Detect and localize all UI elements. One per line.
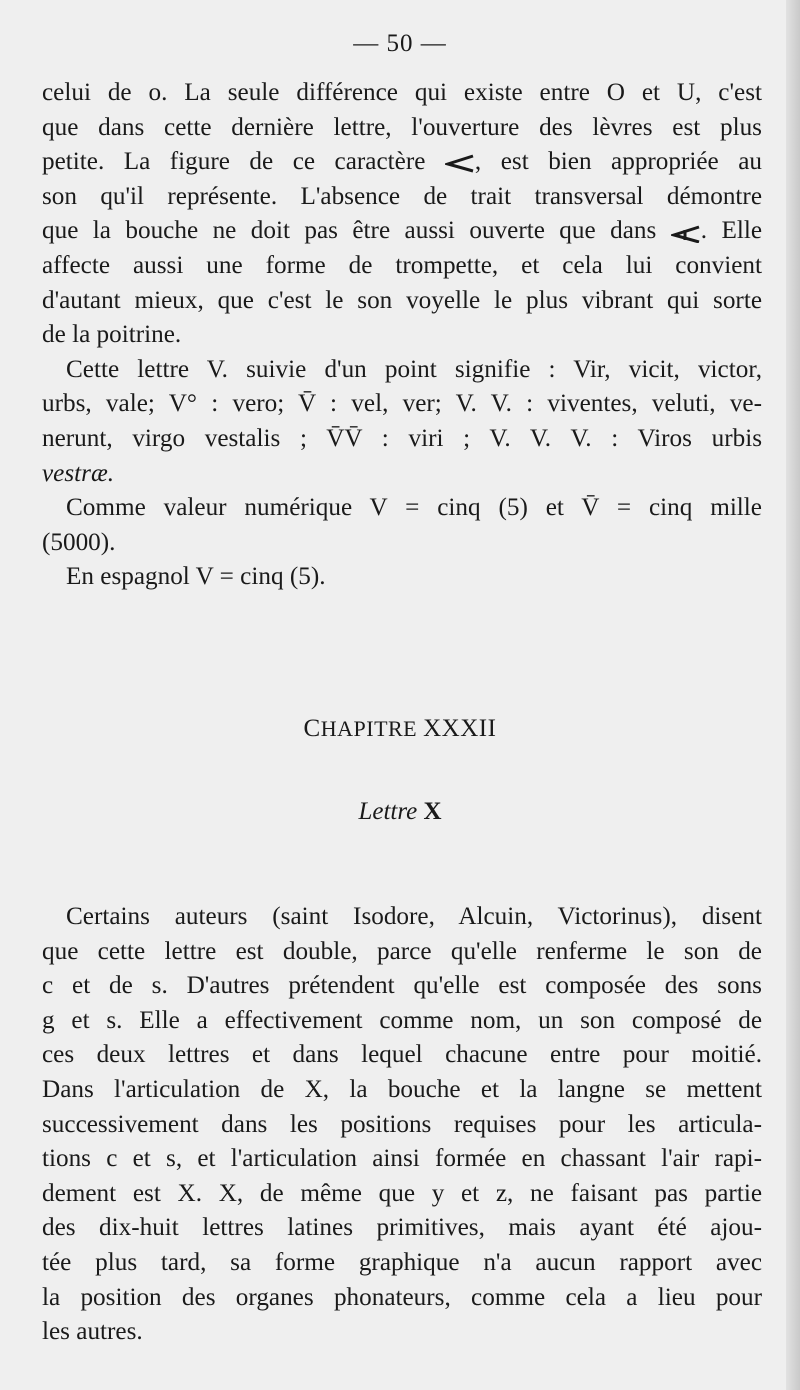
paragraph-line: la position des organes phonateurs, comme cela a lieu pour xyxy=(42,1283,762,1311)
paragraph-line: des dix-huit lettres latines primitives, mais ayant été ajou- xyxy=(42,1214,762,1242)
page-number: — 50 — xyxy=(353,30,447,57)
paragraph-line: que dans cette dernière lettre, l'ouverture des lèvres est plus xyxy=(42,113,762,141)
paragraph-line: successivement dans les positions requises pour les articula- xyxy=(42,1110,762,1138)
paragraph-letter-x xyxy=(42,900,762,1350)
paragraph-line-part: que la bouche ne doit pas être aussi ouverte que dans xyxy=(42,217,657,245)
letter-subheading xyxy=(0,798,800,826)
paragraph-line: vestræ. xyxy=(42,459,115,487)
paragraph-line: de la poitrine. xyxy=(42,321,182,349)
paragraph-line: dement est X. X, de même que y et z, ne faisant pas partie xyxy=(42,1179,762,1207)
paragraph-line: Cette lettre V. suivie d'un point signifie : Vir, vicit, victor, xyxy=(66,355,762,383)
paragraph-line: Certains auteurs (saint Isodore, Alcuin, Victorinus), disent xyxy=(66,903,762,930)
paragraph-line: d'autant mieux, que c'est le son voyelle le plus vibrant qui sorte xyxy=(42,286,762,314)
paragraph-line: g et s. Elle a effectivement comme nom, un son composé de xyxy=(42,1006,762,1034)
chapter-heading xyxy=(0,715,800,743)
chapter-number: XXXII xyxy=(423,715,497,742)
paragraph-line: Comme valeur numérique V = cinq (5) et V̄ = cinq mille xyxy=(66,494,762,522)
paragraph-numeric-value xyxy=(42,491,762,560)
narrow-angle-glyph-icon xyxy=(445,153,475,173)
paragraph-line: c et de s. D'autres prétendent qu'elle est composée des sons xyxy=(42,972,762,1000)
paragraph-line: urbs, vale; V° : vero; V̄ : vel, ver; V. V. : viventes, veluti, ve- xyxy=(42,390,762,418)
letter-subheading-letter: X xyxy=(423,798,442,825)
paragraph-line-part: , est bien appropriée au xyxy=(474,148,763,176)
paragraph-line xyxy=(42,214,762,249)
letter-subheading-word: Lettre xyxy=(358,798,418,825)
paragraph-spanish xyxy=(42,560,762,595)
paragraph-line: En espagnol V = cinq (5). xyxy=(66,563,326,591)
paragraph-vowel-o-u xyxy=(42,76,762,353)
crossed-angle-glyph-icon xyxy=(671,223,701,243)
paragraph-v-abbreviations xyxy=(42,353,762,491)
text-block-top xyxy=(42,76,762,595)
paragraph-line-part: . Elle xyxy=(700,217,763,245)
paragraph-line xyxy=(42,145,762,180)
paragraph-line: (5000). xyxy=(42,528,116,556)
paragraph-line: Dans l'articulation de X, la bouche et la langne se mettent xyxy=(42,1075,762,1103)
paragraph-line: nerunt, virgo vestalis ; V̄V̄ : viri ; V. V. V. : Viros urbis xyxy=(42,424,762,452)
paragraph-line: tée plus tard, sa forme graphique n'a aucun rapport avec xyxy=(42,1248,762,1276)
paragraph-line: affecte aussi une forme de trompette, et cela lui convient xyxy=(42,251,762,279)
paragraph-line: que cette lettre est double, parce qu'elle renferme le son de xyxy=(42,937,762,965)
paragraph-line: les autres. xyxy=(42,1318,143,1346)
paragraph-line: celui de o. La seule différence qui existe entre O et U, c'est xyxy=(42,79,762,106)
text-block-bottom xyxy=(42,900,762,1350)
chapter-prefix-capital: C xyxy=(303,715,321,742)
paragraph-line: ces deux lettres et dans lequel chacune entre pour moitié. xyxy=(42,1041,762,1069)
paragraph-line: tions c et s, et l'articulation ainsi formée en chassant l'air rapi- xyxy=(42,1145,762,1173)
paragraph-line: son qu'il représente. L'absence de trait transversal démontre xyxy=(42,182,762,210)
paragraph-line-part: petite. La figure de ce caractère xyxy=(42,148,426,176)
chapter-prefix-rest: HAPITRE xyxy=(320,716,418,741)
